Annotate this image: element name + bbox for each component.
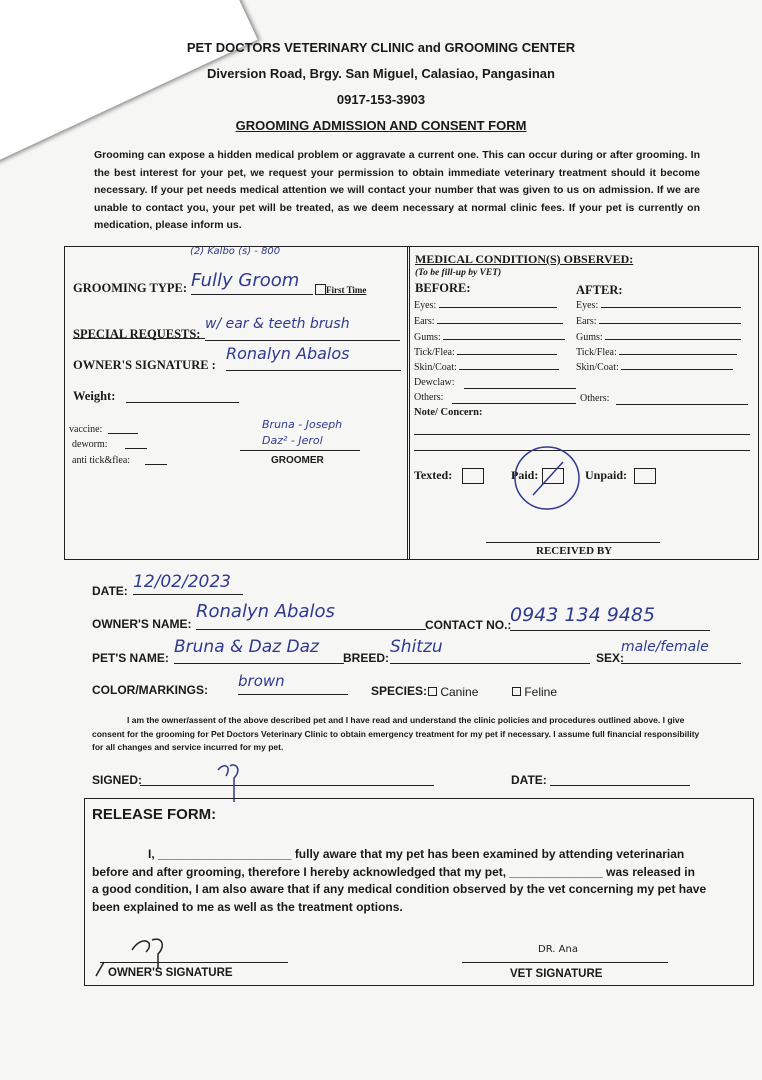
unpaid-checkbox[interactable] [634,468,656,484]
grooming-type-field[interactable]: Fully Groom [191,270,313,295]
after-row-gums [576,332,752,343]
medical-row-eyes [414,300,572,311]
vaccine-field[interactable] [108,422,138,434]
canine-checkbox[interactable] [428,687,437,696]
grooming-type-label: GROOMING TYPE: [73,281,188,295]
before-eyes-label: Eyes: [414,300,437,311]
medical-row-ears [414,316,572,327]
after-skincoat-label: Skin/Coat: [576,362,619,373]
owner-release-sig-label: OWNER'S SIGNATURE [108,967,233,979]
owner-release-sig-line[interactable] [100,962,288,963]
medical-row-tickflea [414,347,572,358]
date-field[interactable]: 12/02/2023 [133,572,243,595]
breed-label: BREED: [343,651,390,665]
groomer-label: GROOMER [271,455,324,466]
vet-sig-label: VET SIGNATURE [510,968,603,980]
medical-title: MEDICAL CONDITION(S) OBSERVED: [415,252,634,266]
others-before-label: Others: [414,392,444,403]
dewclaw-label: Dewclaw: [414,377,455,388]
weight-field[interactable] [126,388,239,403]
pet-name-field[interactable]: Bruna & Daz Daz [174,637,344,664]
after-label: AFTER: [576,283,623,297]
paid-circle-mark [505,440,585,514]
unpaid-label: Unpaid: [585,468,628,482]
species-label: SPECIES: [371,684,428,698]
after-skincoat-field[interactable] [621,369,733,370]
breed-field[interactable]: Shitzu [390,637,590,664]
after-gums-label: Gums: [576,332,603,343]
signed-label: SIGNED: [92,773,143,787]
release-line-2: before and after grooming, therefore I hereby acknowledged that my pet, ______________ was released in [92,864,695,879]
after-eyes-label: Eyes: [576,300,599,311]
canine-label: Canine [440,685,479,699]
antitick-field[interactable] [145,453,167,465]
before-ears-field[interactable] [437,323,563,324]
signed-field[interactable] [140,771,434,786]
texted-label: Texted: [414,468,453,482]
sex-label: SEX: [596,651,625,665]
received-by-line[interactable] [486,542,660,543]
clinic-phone: 0917-153-3903 [336,92,426,107]
before-tickflea-label: Tick/Flea: [414,347,455,358]
price-note: (2) Kalbo (s) - 800 [190,246,281,257]
color-field[interactable]: brown [238,672,348,695]
before-skincoat-label: Skin/Coat: [414,362,457,373]
groomer-names-1: Bruna - Joseph [262,418,343,431]
intro-paragraph: Grooming can expose a hidden medical problem or aggravate a current one. This can occur during or after grooming. In the best interest for your pet, we request your permission to obtain immediate veterinary treatment should it become necessary. If your pet needs medical attention we will contact your number that was given to us on admission. If we are unable to contact you, your pet will be treated, as we deem necessary at normal clinic fees. If your pet is currently on medication, please inform us. [94,149,700,231]
clinic-name: PET DOCTORS VETERINARY CLINIC and GROOMING CENTER [186,40,576,55]
feline-label: Feline [524,685,558,699]
before-tickflea-field[interactable] [457,354,557,355]
after-ears-label: Ears: [576,316,597,327]
note-line-1[interactable] [414,434,750,435]
vet-name: DR. Ana [538,944,578,955]
deworm-field[interactable] [125,437,147,449]
feline-checkbox[interactable] [512,687,521,696]
medical-subtitle: (To be fill-up by VET) [415,268,502,278]
weight-label: Weight: [73,389,116,403]
groomer-names-2: Daz² - Jerol [262,434,323,447]
contact-field[interactable]: 0943 134 9485 [510,604,710,631]
others-before-field[interactable] [452,392,576,404]
note-concern-label: Note/ Concern: [414,407,483,418]
texted-checkbox[interactable] [462,468,484,484]
paid-label: Paid: [511,468,539,482]
first-time-checkbox[interactable] [315,284,326,295]
vaccine-label: vaccine: [69,424,103,435]
clinic-address: Diversion Road, Brgy. San Miguel, Calasiao, Pangasinan [207,66,555,81]
release-line-3: a good condition, I am also aware that if any medical condition observed by the vet concerning my pet have [92,882,707,896]
deworm-label: deworm: [72,439,108,450]
dewclaw-field[interactable] [464,377,576,389]
antitick-label: anti tick&flea: [72,455,131,466]
medical-row-gums [414,332,572,343]
release-text [92,846,747,916]
owner-signature-label: OWNER'S SIGNATURE : [73,358,216,372]
before-skincoat-field[interactable] [459,369,559,370]
others-after-field[interactable] [616,393,748,405]
before-gums-field[interactable] [443,339,565,340]
special-requests-field[interactable]: w/ ear & teeth brush [205,316,400,341]
after-eyes-field[interactable] [601,307,741,308]
pet-name-label: PET'S NAME: [92,651,169,665]
after-row-tickflea [576,347,752,358]
after-ears-field[interactable] [599,323,741,324]
others-after-label: Others: [580,393,610,404]
release-line-4: been explained to me as well as the treatment options. [92,899,403,914]
first-time-label: First Time [326,285,367,295]
color-label: COLOR/MARKINGS: [92,683,208,697]
vet-sig-line[interactable] [462,962,668,963]
date-label: DATE: [92,584,128,598]
release-title: RELEASE FORM: [92,806,217,823]
form-title: GROOMING ADMISSION AND CONSENT FORM [235,118,527,133]
date2-label: DATE: [511,773,547,787]
after-tickflea-field[interactable] [619,354,737,355]
medical-row-skincoat [414,362,572,373]
consent-paragraph: I am the owner/assent of the above described pet and I have read and understand the clinic policies and procedures outlined above. I give consent for the grooming for Pet Doctors Veterinary Clinic to obtain emergency treatment for my pet if necessary. I assume full financial responsibility for all changes and service incurred for my pet. [92,715,700,752]
after-tickflea-label: Tick/Flea: [576,347,617,358]
date2-field[interactable] [550,771,690,786]
before-ears-label: Ears: [414,316,435,327]
special-requests-label: SPECIAL REQUESTS: [73,327,201,341]
contact-label: CONTACT NO.: [425,618,512,632]
after-gums-field[interactable] [605,339,741,340]
before-label: BEFORE: [415,281,471,295]
owner-name-label: OWNER'S NAME: [92,617,192,631]
received-by-label: RECEIVED BY [536,545,613,557]
after-row-ears [576,316,752,327]
release-line-1: I, ____________________ fully aware that my pet has been examined by attending veterinarian [148,847,685,861]
sex-field[interactable]: male/female [621,639,741,664]
before-eyes-field[interactable] [439,307,557,308]
species-feline-option[interactable] [512,685,557,699]
owner-name-field[interactable]: Ronalyn Abalos [196,601,426,630]
species-canine-option[interactable] [428,685,478,699]
before-gums-label: Gums: [414,332,441,343]
after-row-skincoat [576,362,752,373]
owner-signature-field[interactable]: Ronalyn Abalos [226,344,401,371]
folded-page-corner [0,0,258,166]
after-row-eyes [576,300,752,311]
groomer-line [240,450,360,451]
special-requests-line [73,338,205,339]
